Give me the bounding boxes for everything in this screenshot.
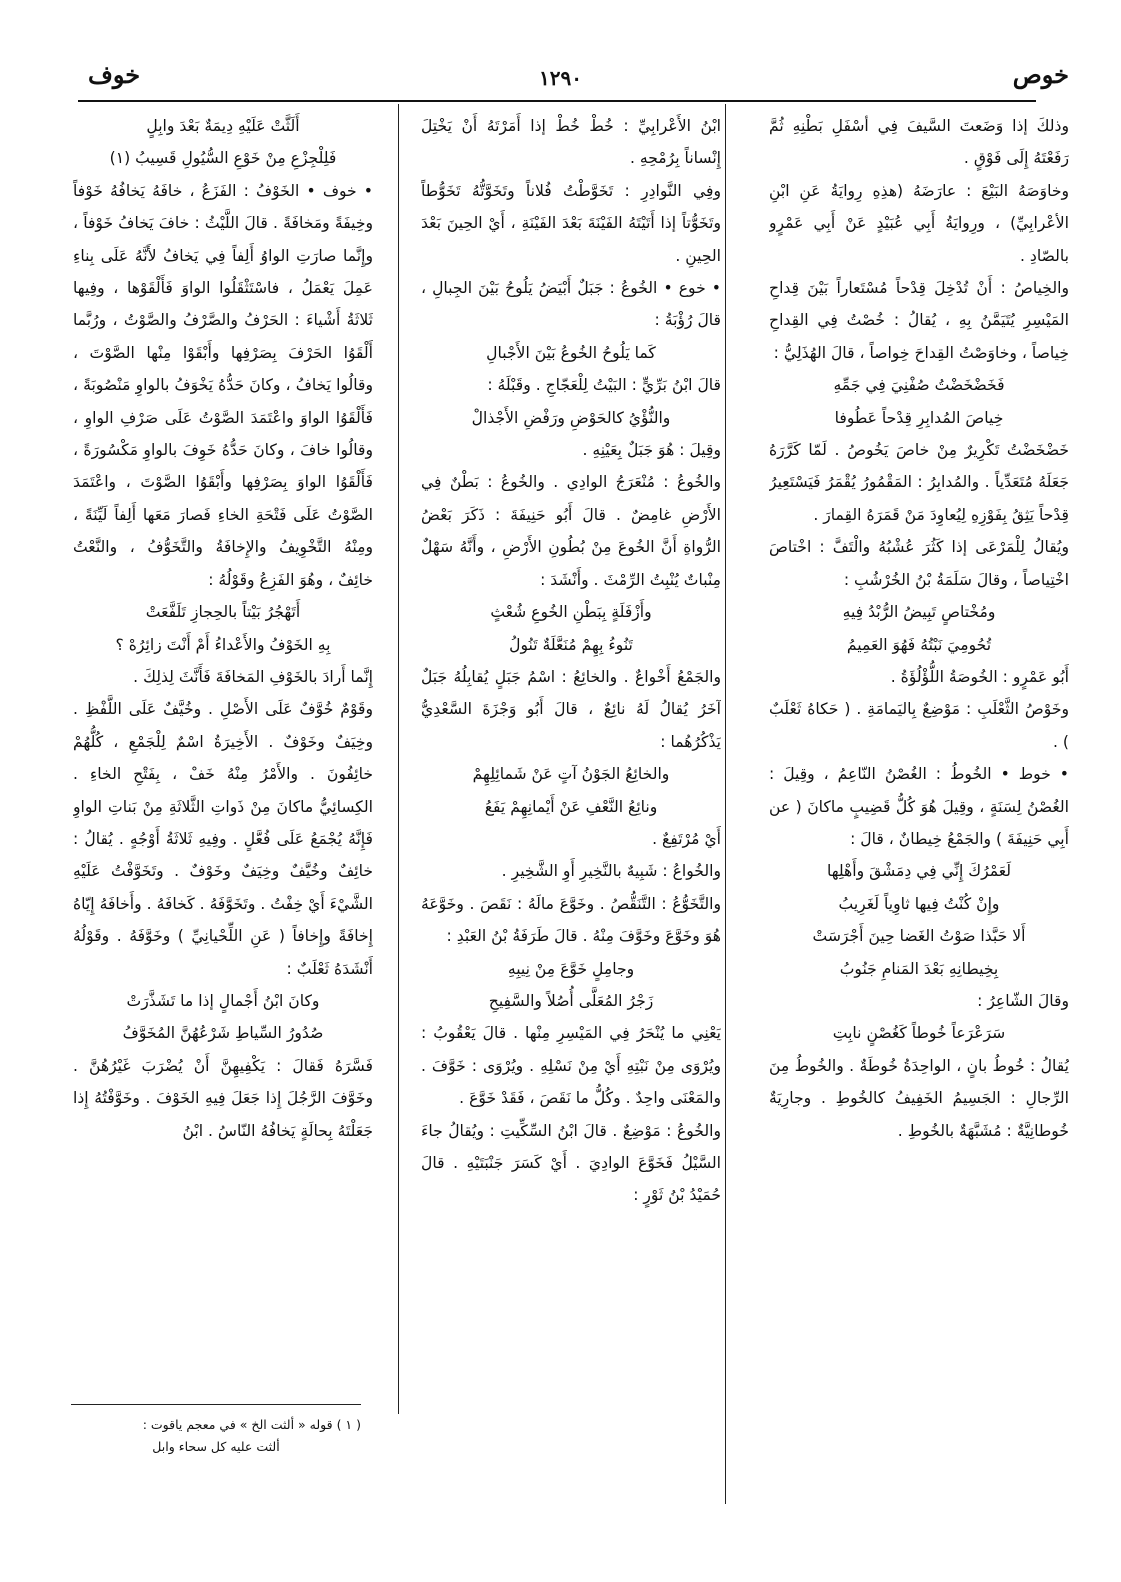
footnote [71,1414,361,1458]
paragraph: وقِيلَ : هُوَ جَبَلٌ بِعَيْنِهِ . [582,441,721,460]
paragraph: ويُقالُ لِلْمَرْعَى إذا كَثُرَ عُشْبُهُ والْتَفَّ : اخْتاصَ اخْتِياصاً ، وقالَ سَلَمَةُ بْنُ الخُرْشُبِ : [769,538,1069,589]
paragraph: ألثت عليه كل سحاء وابل [152,1439,280,1454]
header-right-word: خوص [1012,60,1069,89]
paragraph: فَلِلْجِزْعِ مِنْ خَوْعِ السُّيُولِ قَسِيبُ (١) [109,149,337,168]
column-divider-right [725,104,726,1504]
paragraph: كَما يَلُوحُ الخُوعُ بَيْنَ الأَجْبالِ [486,343,656,362]
paragraph: وكانَ ابْنُ أَجْمالٍ إذا ما تَشَذَّرَتْ [126,991,320,1010]
paragraph: • خوف • الخَوْفُ : الفَزَعُ ، خافَهُ يَخافُهُ خَوْفاً وخِيفَةً ومَخافَةً . قالَ اللَّيْثُ : خافَ يَخافُ خَوْفاً ، وإِنَّما صارَتِ الواوُ أَلِفاً فِي يَخافُ لأَنَّهُ عَلَى بِناءِ عَمِلَ يَعْمَلُ ، فاسْتَثْقَلُوا الواوَ فَأَلْقَوْها ، وفِيها ثَلاثَةُ أَشْياءَ : الحَرْفُ والصَّرْفُ والصَّوْتُ ، ورُبَّما أَلْقَوُا الحَرْفَ بِصَرْفِها وأَبْقَوْا مِنْها الصَّوْتَ ، وقالُوا يَخافُ ، وكانَ حَدُّهُ يَخْوَفُ بالواوِ مَنْصُوبَةً ، فَأَلْقَوُا الواوَ واعْتَمَدَ الصَّوْتُ عَلَى صَرْفِ الواوِ ، وقالُوا خافَ ، وكانَ حَدُّهُ خَوِفَ بالواوِ مَكْسُورَةً ، فَأَلْقَوُا الواوَ بِصَرْفِها وأَبْقَوُا الصَّوْتَ ، واعْتَمَدَ الصَّوْتُ عَلَى فَتْحَةِ الخاءِ فَصارَ مَعَها أَلِفاً لَيِّنَةً ، ومِنْهُ التَّخْوِيفُ والإِخافَةُ والتَّخَوُّفُ ، والنَّعْتُ خائِفٌ ، وهُوَ الفَزِعُ وقَوْلُهُ : [73,181,373,589]
paragraph: أَتَهْجُرُ بَيْتاً بالحِجازِ تَلَفَّعَتْ [145,603,301,622]
paragraph: ومُخْتاصٍ تَبِيضُ الرُّبْدُ فِيهِ [842,603,996,622]
paragraph: إِنَّما أَرادَ بالخَوْفِ المَخافَةَ فَأَنَّثَ لِذلِكَ . [133,667,373,686]
paragraph: فَخَضْخَضْتُ صُفْنِيَ فِي جَمِّهِ [833,376,1005,395]
paragraph: صُدُورُ السِّياطِ شَرْعُهُنَّ المُخَوَّفُ [122,1024,324,1043]
paragraph: والجَمْعُ أَخْواعٌ . والخائِعُ : اسْمُ جَبَلٍ يُقابِلُهُ جَبَلٌ آخَرُ يُقالُ لَهُ نائِعٌ ، قالَ أَبُو وَجْزَةَ السَّعْدِيُّ يَذْكُرُهُما : [421,667,721,751]
paragraph: والخُوعُ : مُنْعَرَجُ الوادِي . والخُوعُ : بَطْنٌ فِي الأَرْضِ غامِضٌ . قالَ أَبُو حَنِيفَةَ : ذَكَرَ بَعْضُ الرُّواةِ أَنَّ الخُوعَ مِنْ بُطُونِ الأَرْضِ ، وأَنَّهُ سَهْلٌ مِنْباتٌ يُنْبِتُ الرِّمْثَ . وأَنْشَدَ : [421,473,721,589]
paragraph: بِخِيطانِهِ بَعْدَ المَنامِ جَنُوبُ [839,959,999,978]
column-divider-left [398,104,399,1414]
column-left [73,110,373,1440]
paragraph: والنُّؤْيُ كالحَوْضِ ورَفْضِ الأَجْذالْ [471,408,671,427]
column-middle [421,110,721,1510]
paragraph: ونائِعُ النَّعْفِ عَنْ أَيْمانِهِمْ يَفَعُ [484,797,658,816]
paragraph: • خوط • الخُوطُ : الغُصْنُ النّاعِمُ ، وقِيلَ : الغُصْنُ لِسَنَةٍ ، وقِيلَ هُوَ كُلُّ قَضِيبٍ ماكانَ ( عن أَبِي حَنِيفَةَ ) والجَمْعُ خِيطانٌ ، قالَ : [769,765,1069,848]
paragraph: أَيْ مُرْتَفِعٌ . [652,829,721,848]
paragraph: أَلَثَّتْ عَلَيْهِ دِيمَةٌ بَعْدَ وابِلٍ [146,117,300,135]
paragraph: والخائِعُ الجَوْنُ آتٍ عَنْ شَمائِلِهِمْ [472,765,670,784]
paragraph: وقَوْمٌ خُوَّفٌ عَلَى الأَصْلِ . وخُيَّفٌ عَلَى اللَّفْظِ . وخِيَفٌ وخَوْفٌ . الأَخِيرَةُ اسْمٌ لِلْجَمْعِ ، كُلُّهُمْ خائِفُونَ . والأَمْرُ مِنْهُ خَفْ ، بِفَتْحِ الخاءِ . الكِسائِيُّ ماكانَ مِنْ ذَواتِ الثَّلاثَةِ مِنْ بَناتِ الواوِ فَإِنَّهُ يُجْمَعُ عَلَى فُعَّلٍ . وفِيهِ ثَلاثَةُ أَوْجُهٍ . يُقالُ : خائِفٌ وخُيَّفٌ وخِيَفٌ وخَوْفٌ . وتَخَوَّفْتُ عَلَيْهِ الشَّيْءَ أَيْ خِفْتُ . وتَخَوَّفَهُ . كَخافَهُ . وأَخافَهُ إِيّاهُ إِخافَةً وإِخافاً ( عَنِ اللِّحْيانِيِّ ) وخَوَّفَهُ . وقَوْلُهُ أَنْشَدَهُ ثَعْلَبٌ : [73,700,373,978]
paragraph: فَسَّرَهُ فَقالَ : يَكْفِيهِنَّ أَنْ يُضْرَبَ غَيْرُهُنَّ . وخَوَّفَ الرَّجُلَ إِذا جَعَلَ فِيهِ الخَوْفَ . وخَوَّفْتُهُ إِذا جَعَلْتَهُ بِحالَةٍ يَخافُهُ النّاسُ . ابْنُ [73,1056,373,1140]
column-right [769,110,1069,1500]
footnote-rule [71,1404,361,1405]
paragraph: يَعْنِي ما يُنْحَرُ فِي المَيْسِرِ مِنْها . قالَ يَعْقُوبُ : ويُرْوَى مِنْ نَبْتِهِ أَيْ مِنْ نَسْلِهِ . ويُرْوَى : خَوَّفَ . والمَعْنَى واحِدٌ . وكُلُّ ما نَقَصَ ، فَقَدْ خَوَّعَ . [421,1024,721,1108]
paragraph: أَبُو عَمْرٍو : الخُوصَةُ اللُّؤْلُؤَةُ . [890,667,1069,686]
paragraph: أَلا حَبَّذا صَوْتُ الغَضا حِينَ أَجْرَسَتْ [812,927,1026,946]
paragraph: يُقالُ : خُوطُ بانٍ ، الواحِدَةُ خُوطَةٌ . والخُوطُ مِنَ الرِّجالِ : الجَسِيمُ الخَفِيفُ كالخُوطِ . وجارِيَةٌ خُوطانِيَّةٌ : مُشَبَّهَةٌ بالخُوطِ . [769,1056,1069,1140]
paragraph: والخُوعُ : مَوْضِعٌ . قالَ ابْنُ السِّكِّيتِ : ويُقالُ جاءَ السَّيْلُ فَخَوَّعَ الوادِيَ . أَيْ كَسَرَ جَنْبَتَيْهِ . قالَ حُمَيْدُ بْنُ ثَوْرٍ : [421,1121,721,1205]
page-number: ١٢٩٠ [539,66,582,90]
paragraph: لَعَمْرُكَ إِنِّي فِي دِمَشْقَ وأَهْلِها [826,862,1012,881]
paragraph: تُحُومِيَ نَبْتُهُ فَهُوَ العَمِيمُ [846,635,992,654]
paragraph: تَنُوءُ بِهِمْ مُنَعَّلَةٌ تَنُولُ [509,635,633,654]
paragraph: وإِنْ كُنْتُ فِيها ثاوِياً لَغَرِيبُ [838,894,1000,913]
paragraph: خَضْخَضْتُ تَكْرِيرٌ مِنْ خاصَ يَخُوصُ . لَمّا كَرَّرَهُ جَعَلَهُ مُتَعَدِّياً . والمُدابِرُ : المَقْمُورُ يُقْمَرُ فَيَسْتَعِيرُ قِدْحاً يَثِقُ بِفَوْزِهِ لِيُعاوِدَ مَنْ قَمَرَهُ القِمارَ . [769,441,1069,524]
paragraph: زَجْرُ المُعَلَّى أُصُلاً والسَّفِيحِ [488,991,654,1010]
paragraph: وفِي النَّوادِرِ : تَخَوَّطْتُ فُلاناً وتَخَوَّتُّهُ تَخَوُّطاً وتَخَوُّتاً إذا أَتَيْتَهُ الفَيْنَةَ بَعْدَ الفَيْنَةِ ، أَيْ الحِينَ بَعْدَ الحِينِ . [421,181,721,265]
header-rule [78,100,1036,102]
paragraph: • خوع • الخُوعُ : جَبَلٌ أَبْيَضُ يَلُوحُ بَيْنَ الجِبالِ ، قالَ رُؤْبَةُ : [421,279,721,330]
paragraph: سَرَعْرَعاً خُوطاً كَغُصْنٍ نابِتِ [832,1024,1006,1043]
paragraph: والخُواعُ : شَبِيهٌ بالنَّخِيرِ أَوِ الشَّخِيرِ . [501,862,721,881]
paragraph: خِياصَ المُدابِرِ قِدْحاً عَطُوفا [834,408,1004,427]
paragraph: قالَ ابْنُ بَرِّيٍّ : البَيْتُ لِلْعَجّاجِ . وقَبْلَهُ : [487,376,721,395]
paragraph: وذلكَ إذا وَضَعتَ السَّيفَ فِي أسْفَلِ بَطْنِهِ ثُمَّ رَفَعْتَهُ إِلَى فَوْقٍ . [769,117,1069,168]
paragraph: وجامِلٍ خَوَّعَ مِنْ نِيبِهِ [507,959,635,978]
paragraph: بِهِ الخَوْفُ والأَعْداءُ أَمْ أَنْتَ زائِرُهْ ؟ [115,635,331,654]
paragraph: ابْنُ الأَعْرابِيِّ : خُطْ خُطْ إذا أَمَرْتَهُ أَنْ يَخْتِلَ إِنْساناً بِرُمْحِهِ . [421,117,721,168]
paragraph: ( ١ ) قوله « ألثت الخ » في معجم ياقوت : [142,1417,361,1432]
paragraph: وأَزْفَلَةٍ بِبَطْنِ الخُوعِ شُعْثٍ [490,603,652,622]
paragraph: وقالَ الشّاعِرُ : [977,991,1069,1010]
paragraph: والخِياصُ : أَنْ تُدْخِلَ قِدْحاً مُسْتَعاراً بَيْنَ قِداحِ المَيْسِرِ يُتَيَمَّنُ بِهِ ، يُقالُ : خُصْتُ فِي القِداحِ خِياصاً ، وخاوَصْتُ القِداحَ خِواصاً ، قالَ الهُذَلِيُّ : [769,279,1069,362]
paragraph: وخَوْصُ الثَّعْلَبِ : مَوْضِعٌ بِاليَمامَةِ . ( حَكاهُ ثَعْلَبٌ ) . [769,700,1069,751]
header-left-word: خوف [88,60,141,89]
paragraph: والتَّخَوُّعُ : التَّنَقُّصُ . وخَوَّعَ مالَهُ : نَقَصَ . وخَوَّعَهُ هُوَ وخَوَّعَ وخَوَّفَ مِنْهُ . قالَ طَرَفَةُ بْنُ العَبْدِ : [421,894,721,946]
paragraph: وخاوَصَهُ البَيْعَ : عارَضَهُ (هذِهِ رِوايَةُ عَنِ ابْنِ الأعْرابِيِّ) ، ورِوايَةُ أَبِي عُبَيْدٍ عَنْ أَبِي عَمْرٍو بالصّادِ . [769,181,1069,265]
